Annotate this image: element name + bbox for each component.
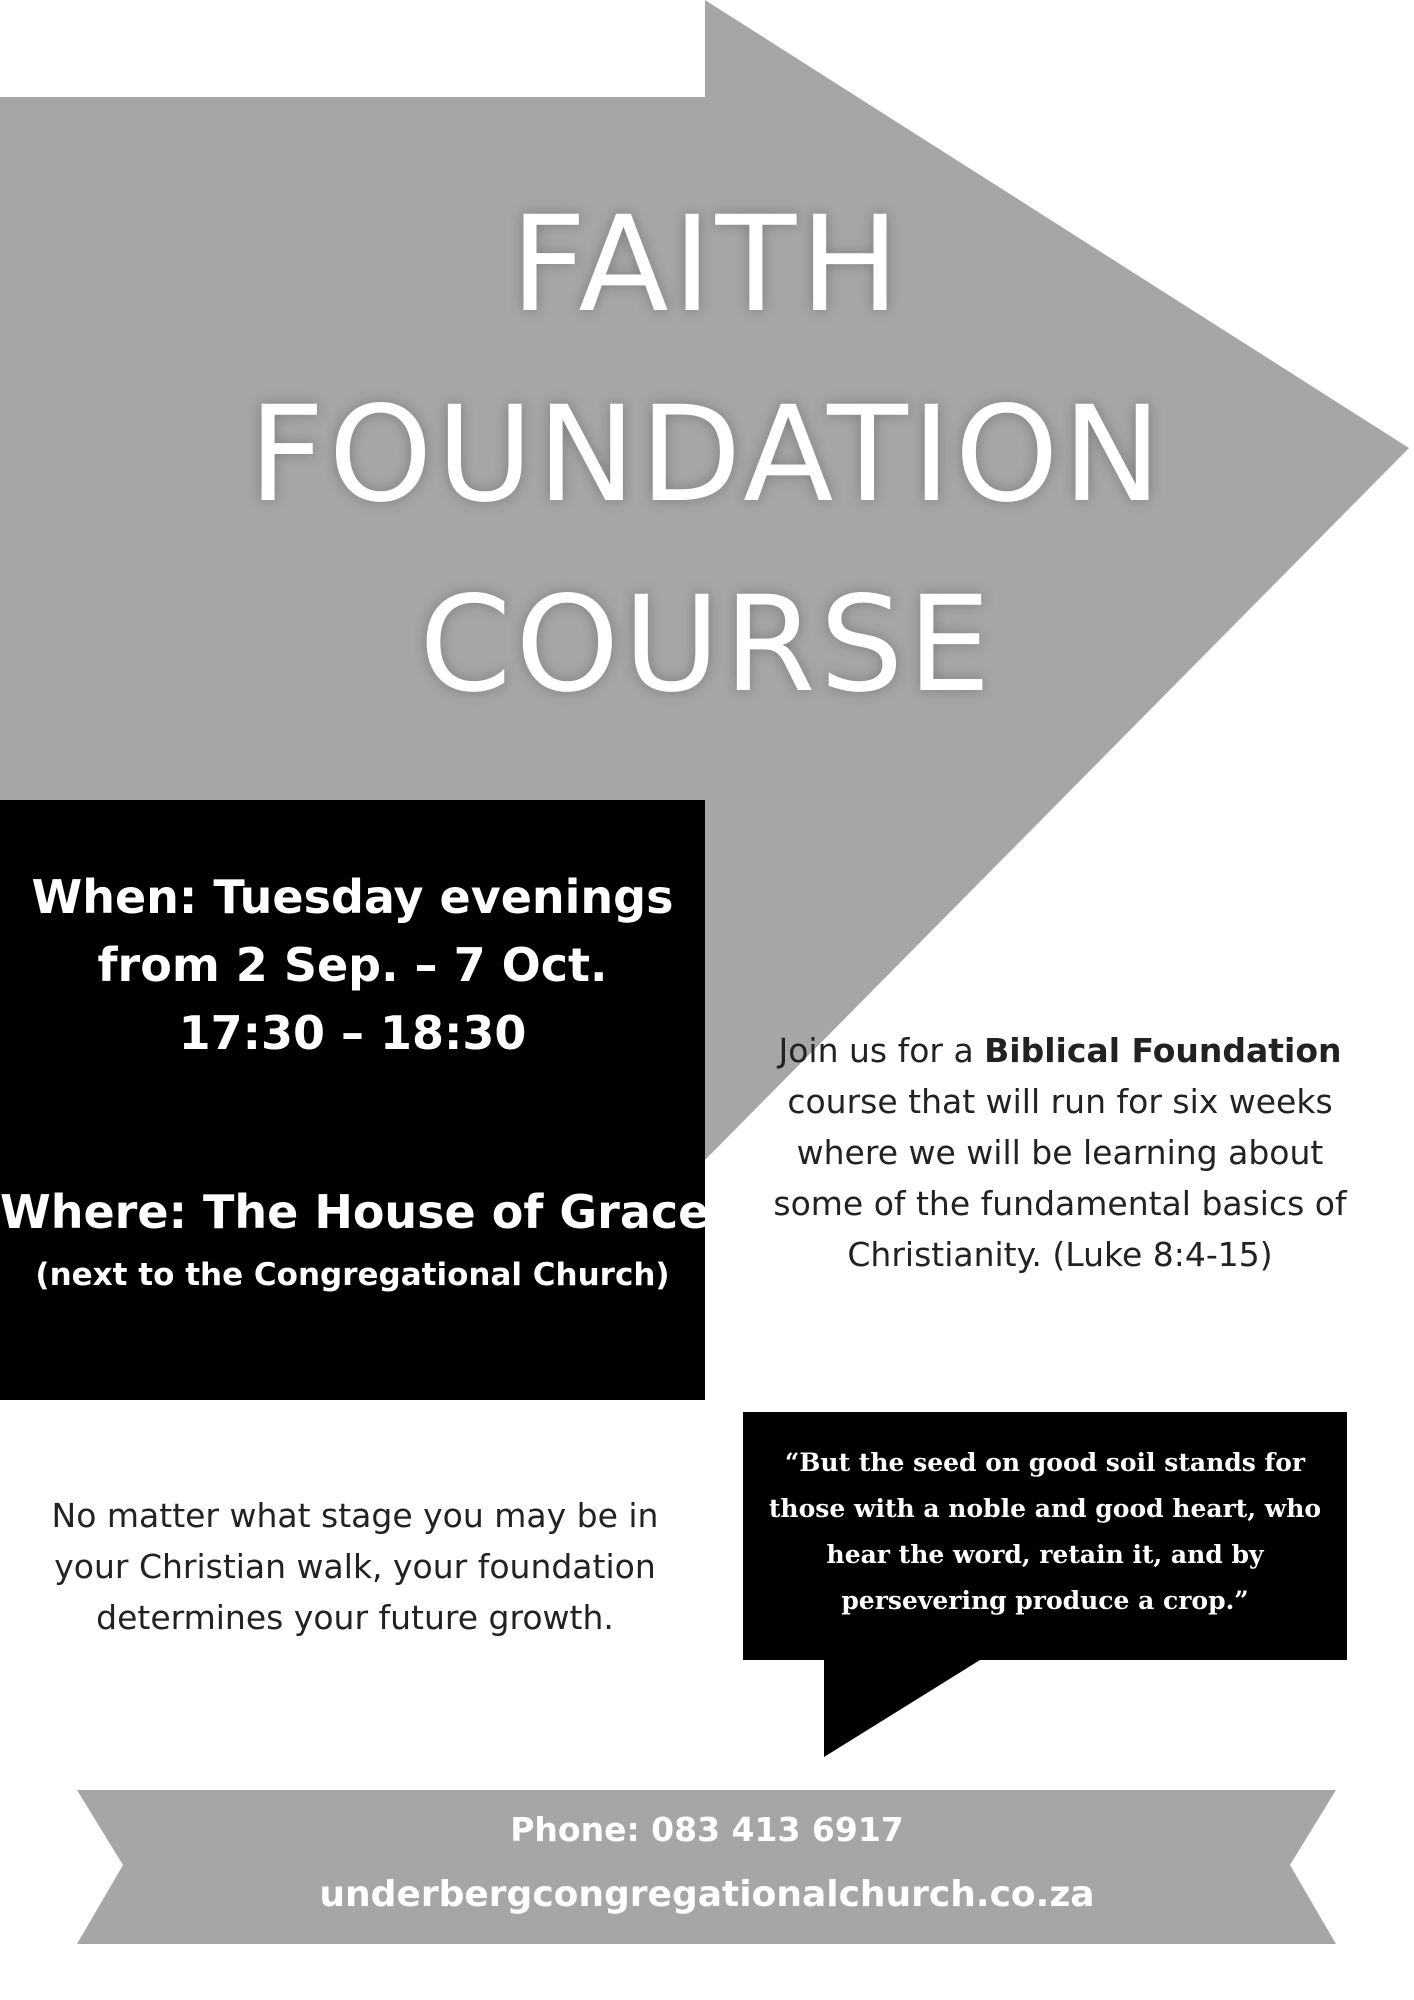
course-title bbox=[0, 170, 1414, 740]
when-line: When: Tuesday evenings bbox=[31, 870, 674, 924]
date-range: from 2 Sep. – 7 Oct. bbox=[97, 938, 608, 992]
phone-number: Phone: 083 413 6917 bbox=[510, 1810, 904, 1849]
description-highlight: Biblical Foundation bbox=[984, 1031, 1342, 1070]
course-description bbox=[770, 1025, 1350, 1280]
title-line-2: FOUNDATION bbox=[248, 378, 1166, 532]
where-note: (next to the Congregational Church) bbox=[35, 1257, 670, 1293]
title-line-1: FAITH bbox=[510, 188, 904, 342]
description-intro: Join us for a bbox=[778, 1031, 985, 1070]
details-box bbox=[0, 800, 710, 1400]
description-rest: course that will run for six weeks where we will be learning about some of the fundamental basics of Christianity. (Luke 8:4-15) bbox=[773, 1082, 1347, 1274]
scripture-quote: “But the seed on good soil stands for those with a noble and good heart, who hear the word, retain it, and by persevering produce a crop.” bbox=[768, 1448, 1322, 1615]
stage-text: No matter what stage you may be in your Christian walk, your foundation determines your future growth. bbox=[51, 1496, 659, 1637]
time-range: 17:30 – 18:30 bbox=[178, 1006, 527, 1060]
website-link[interactable]: underbergcongregationalchurch.co.za bbox=[319, 1874, 1095, 1915]
title-line-3: COURSE bbox=[419, 568, 995, 722]
where-line: Where: The House of Grace bbox=[0, 1185, 710, 1239]
